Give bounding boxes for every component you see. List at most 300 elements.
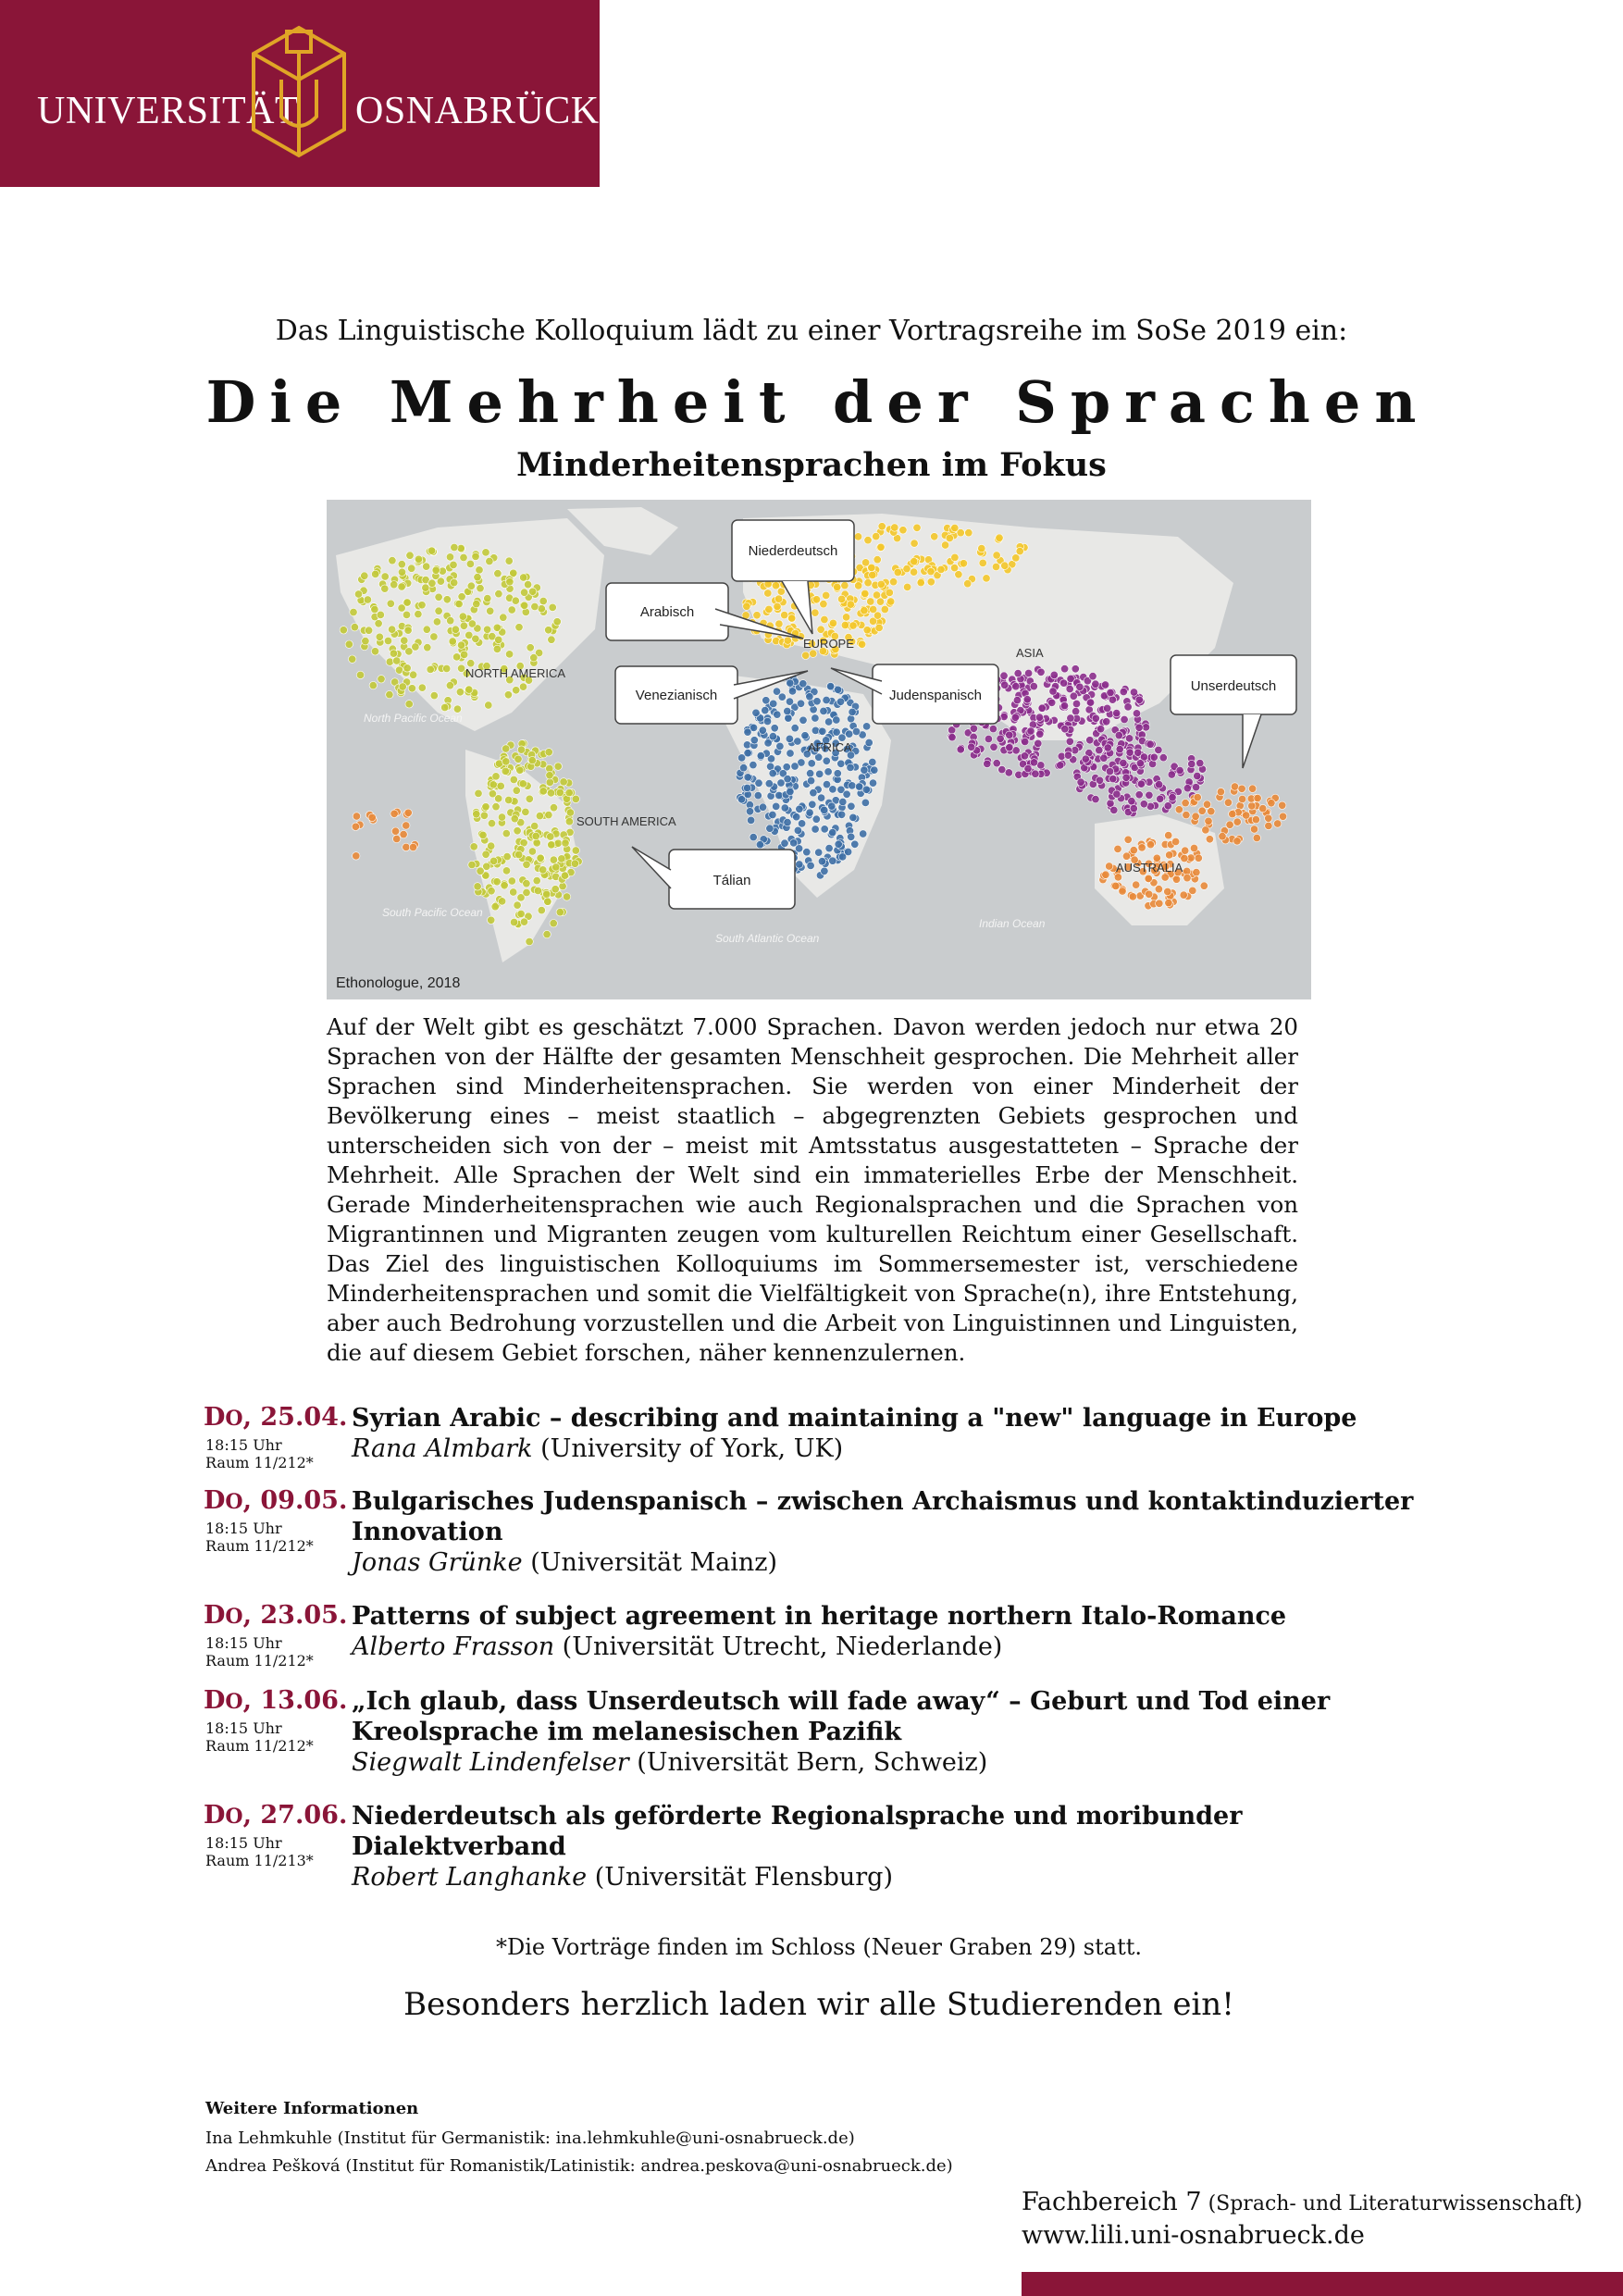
language-dot xyxy=(543,930,551,937)
language-dot xyxy=(812,609,819,616)
language-dot xyxy=(559,882,566,889)
language-dot xyxy=(372,570,379,577)
language-dot xyxy=(423,563,430,570)
language-dot xyxy=(550,804,557,812)
language-dot xyxy=(1122,852,1130,860)
map-label-australia: AUSTRALIA xyxy=(1116,861,1183,875)
language-dot xyxy=(1274,820,1282,827)
language-dot xyxy=(1037,668,1045,676)
language-dot xyxy=(523,888,530,896)
language-dot xyxy=(554,763,562,770)
language-dot xyxy=(848,802,855,810)
language-dot xyxy=(821,615,828,623)
language-dot xyxy=(764,739,772,747)
language-dot xyxy=(1146,791,1153,799)
language-dot xyxy=(810,789,817,797)
language-dot xyxy=(801,732,809,739)
language-dot xyxy=(743,602,750,610)
talk-date: DO, 25.04. xyxy=(204,1403,348,1432)
language-dot xyxy=(812,815,820,823)
language-dot xyxy=(931,533,938,540)
language-dot xyxy=(460,651,467,658)
callout-unserdeutsch xyxy=(1171,655,1296,768)
language-dot xyxy=(1128,798,1135,805)
language-dot xyxy=(428,579,436,587)
language-dot xyxy=(993,760,1000,767)
language-dot xyxy=(430,691,438,699)
language-dot xyxy=(505,651,513,658)
language-dot xyxy=(1072,665,1079,673)
talk-room: Raum 11/212* xyxy=(205,1537,314,1555)
language-dot xyxy=(544,898,551,905)
website-link[interactable]: www.lili.uni-osnabrueck.de xyxy=(1022,2221,1365,2250)
language-dot xyxy=(539,597,547,604)
language-dot xyxy=(1049,688,1057,695)
language-dot xyxy=(781,804,788,812)
language-dot xyxy=(522,808,529,815)
language-dot xyxy=(869,758,876,765)
language-dot xyxy=(1106,767,1113,775)
language-dot xyxy=(527,644,534,652)
language-dot xyxy=(1146,840,1154,848)
language-dot xyxy=(353,852,360,860)
language-dot xyxy=(424,644,431,652)
language-dot xyxy=(477,867,484,875)
language-dot xyxy=(781,611,788,618)
language-dot xyxy=(864,537,872,544)
language-dot xyxy=(849,622,857,629)
language-dot xyxy=(1182,847,1189,854)
language-dot xyxy=(423,626,430,633)
language-dot xyxy=(1165,899,1172,906)
language-dot xyxy=(1135,724,1143,731)
language-dot xyxy=(788,614,796,622)
language-dot xyxy=(1103,718,1110,726)
university-emblem-icon xyxy=(248,24,350,159)
language-dot xyxy=(823,696,830,703)
contact-line: Ina Lehmkuhle (Institut für Germanistik: ina.lehmkuhle@uni-osnabrueck.de) xyxy=(205,2128,855,2148)
language-dot xyxy=(763,717,771,725)
language-dot xyxy=(1032,770,1039,777)
language-dot xyxy=(494,570,502,577)
language-dot xyxy=(393,657,401,664)
language-dot xyxy=(775,791,783,799)
language-dot xyxy=(514,755,522,763)
language-dot xyxy=(519,683,527,690)
language-dot xyxy=(473,811,480,818)
language-dot xyxy=(474,883,481,890)
language-dot xyxy=(870,605,877,613)
language-dot xyxy=(773,802,780,810)
language-dot xyxy=(1048,699,1056,706)
talk-speaker: Alberto Frasson (Universität Utrecht, Niederlande) xyxy=(352,1632,1003,1661)
language-dot xyxy=(996,534,1003,541)
language-dot xyxy=(1072,700,1080,707)
language-dot xyxy=(846,730,853,738)
language-dot xyxy=(1107,689,1114,696)
language-dot xyxy=(350,608,357,615)
language-dot xyxy=(502,829,510,837)
language-dot xyxy=(1060,665,1068,673)
language-dot xyxy=(765,780,773,788)
talk-speaker: Siegwalt Lindenfelser (Universität Bern, Schweiz) xyxy=(352,1748,988,1777)
talk-date: DO, 13.06. xyxy=(204,1686,348,1715)
language-dot xyxy=(547,789,554,797)
language-dot xyxy=(528,756,536,763)
language-dot xyxy=(1133,881,1140,888)
language-dot xyxy=(405,701,413,708)
language-dot xyxy=(848,833,855,840)
language-dot xyxy=(548,636,555,643)
language-dot xyxy=(965,529,973,537)
language-dot xyxy=(375,620,382,627)
map-label-south-atlantic: South Atlantic Ocean xyxy=(715,932,820,945)
language-dot xyxy=(381,573,389,580)
language-dot xyxy=(477,585,484,592)
language-dot xyxy=(516,766,524,774)
svg-text:Venezianisch: Venezianisch xyxy=(635,688,718,703)
language-dot xyxy=(823,591,830,599)
language-dot xyxy=(565,788,573,796)
language-dot xyxy=(547,833,554,840)
svg-text:Judenspanisch: Judenspanisch xyxy=(888,688,983,703)
language-dot xyxy=(820,707,827,714)
language-dot xyxy=(1086,699,1094,706)
map-label-north-america: NORTH AMERICA xyxy=(465,666,566,680)
language-dot xyxy=(950,564,958,571)
language-dot xyxy=(466,560,474,567)
language-dot xyxy=(390,810,398,817)
language-dot xyxy=(759,803,766,811)
footer-band xyxy=(1022,2272,1623,2296)
language-dot xyxy=(983,575,990,582)
language-dot xyxy=(528,588,536,595)
language-dot xyxy=(1113,790,1121,798)
language-dot xyxy=(492,803,500,811)
language-dot xyxy=(823,780,830,788)
language-dot xyxy=(1016,547,1023,554)
language-dot xyxy=(422,584,429,591)
language-dot xyxy=(1195,854,1202,862)
language-dot xyxy=(1155,886,1162,893)
language-dot xyxy=(1035,714,1043,721)
language-dot xyxy=(563,893,570,900)
language-dot xyxy=(754,791,762,799)
language-dot xyxy=(1164,887,1171,895)
language-dot xyxy=(847,763,854,771)
language-dot xyxy=(435,607,442,614)
language-dot xyxy=(510,776,517,783)
language-dot xyxy=(418,684,426,691)
language-dot xyxy=(774,711,781,718)
language-dot xyxy=(566,809,574,816)
language-dot xyxy=(513,787,520,794)
language-dot xyxy=(1070,692,1077,700)
language-dot xyxy=(1130,689,1137,696)
language-dot xyxy=(550,856,557,863)
language-dot xyxy=(526,937,533,945)
language-dot xyxy=(833,728,840,736)
talk-time: 18:15 Uhr xyxy=(205,1634,282,1652)
language-dot xyxy=(487,607,494,614)
language-dot xyxy=(364,596,371,603)
language-dot xyxy=(340,627,347,634)
language-dot xyxy=(824,718,832,726)
language-dot xyxy=(389,557,396,565)
language-dot xyxy=(1066,685,1073,692)
language-dot xyxy=(1103,704,1110,712)
language-dot xyxy=(903,583,911,590)
language-dot xyxy=(821,825,828,833)
language-dot xyxy=(562,839,569,847)
language-dot xyxy=(433,618,440,626)
language-dot xyxy=(558,855,565,863)
language-dot xyxy=(531,602,539,610)
map-label-africa: AFRICA xyxy=(808,740,852,754)
language-dot xyxy=(354,590,362,598)
language-dot xyxy=(878,523,886,530)
language-dot xyxy=(1092,680,1099,688)
language-dot xyxy=(480,812,488,819)
language-dot xyxy=(1130,847,1137,854)
language-dot xyxy=(1116,745,1123,752)
language-dot xyxy=(532,832,539,839)
language-dot xyxy=(794,826,801,834)
language-dot xyxy=(545,627,552,634)
language-dot xyxy=(1110,806,1118,813)
language-dot xyxy=(785,714,792,722)
language-dot xyxy=(1125,735,1133,742)
language-dot xyxy=(829,828,836,836)
language-dot xyxy=(798,820,805,827)
language-dot xyxy=(1129,893,1136,900)
language-dot xyxy=(838,853,846,861)
language-dot xyxy=(488,887,495,895)
language-dot xyxy=(968,743,975,751)
language-dot xyxy=(1157,795,1164,802)
language-dot xyxy=(752,709,760,716)
language-dot xyxy=(1059,679,1067,687)
language-dot xyxy=(405,648,413,655)
language-dot xyxy=(771,725,778,732)
language-dot xyxy=(744,774,751,781)
language-dot xyxy=(381,585,389,592)
language-dot xyxy=(1115,731,1122,738)
language-dot xyxy=(1175,806,1183,813)
language-dot xyxy=(508,877,515,885)
language-dot xyxy=(861,799,869,806)
language-dot xyxy=(1086,737,1094,744)
language-dot xyxy=(849,813,857,821)
language-dot xyxy=(524,580,531,588)
language-dot xyxy=(820,601,827,608)
language-dot xyxy=(1036,730,1044,738)
language-dot xyxy=(353,813,360,820)
language-dot xyxy=(877,580,885,588)
language-dot xyxy=(776,742,784,750)
language-dot xyxy=(553,618,561,626)
language-dot xyxy=(875,624,883,631)
language-dot xyxy=(517,746,525,753)
language-dot xyxy=(812,825,819,833)
language-dot xyxy=(457,641,465,649)
language-dot xyxy=(747,816,754,824)
language-dot xyxy=(403,843,410,850)
language-dot xyxy=(1057,762,1064,769)
language-dot xyxy=(1038,704,1046,712)
language-dot xyxy=(841,581,849,589)
language-dot xyxy=(482,850,489,858)
language-dot xyxy=(864,579,872,587)
language-dot xyxy=(468,620,476,627)
language-dot xyxy=(1064,751,1072,759)
language-dot xyxy=(460,553,467,561)
language-dot xyxy=(889,578,897,586)
language-dot xyxy=(493,624,501,631)
talk-title: Patterns of subject agreement in heritage northern Italo-Romance xyxy=(352,1602,1287,1631)
language-dot xyxy=(913,524,921,531)
language-dot xyxy=(795,845,802,852)
language-dot xyxy=(1254,794,1261,801)
language-dot xyxy=(415,610,422,617)
language-dot xyxy=(1164,802,1171,810)
language-dot xyxy=(861,607,868,614)
language-dot xyxy=(1060,701,1068,709)
language-dot xyxy=(841,621,849,628)
language-dot xyxy=(1001,681,1009,689)
language-dot xyxy=(1027,727,1035,735)
language-dot xyxy=(520,589,527,596)
language-dot xyxy=(796,805,803,813)
language-dot xyxy=(552,863,560,871)
language-dot xyxy=(399,683,406,690)
language-dot xyxy=(793,813,800,821)
language-dot xyxy=(520,574,527,581)
language-dot xyxy=(1102,871,1109,878)
language-dot xyxy=(821,867,828,875)
language-dot xyxy=(757,751,764,759)
language-dot xyxy=(899,527,907,534)
language-dot xyxy=(502,767,509,775)
talk-title: Bulgarisches Judenspanisch – zwischen Archaismus und kontaktinduzierter Innovation xyxy=(352,1487,1414,1546)
language-dot xyxy=(1012,554,1020,562)
language-dot xyxy=(513,687,520,694)
language-dot xyxy=(917,578,924,586)
language-dot xyxy=(1072,708,1079,715)
language-dot xyxy=(1135,791,1143,799)
language-dot xyxy=(515,624,523,631)
language-dot xyxy=(479,831,487,838)
language-dot xyxy=(470,843,477,850)
language-dot xyxy=(1243,812,1250,819)
language-dot xyxy=(500,614,507,621)
department-line: Fachbereich 7 (Sprach- und Literaturwissenschaft) xyxy=(1022,2188,1583,2216)
language-dot xyxy=(839,798,847,805)
language-dot xyxy=(765,605,773,613)
language-dot xyxy=(834,686,841,693)
language-dot xyxy=(530,654,538,662)
language-dot xyxy=(791,763,799,770)
language-dot xyxy=(515,850,523,858)
language-dot xyxy=(863,627,871,634)
map-label-indian-ocean: Indian Ocean xyxy=(979,917,1046,930)
language-dot xyxy=(803,849,811,856)
language-dot xyxy=(737,796,745,803)
language-dot xyxy=(551,886,559,893)
language-dot xyxy=(1067,714,1074,722)
language-dot xyxy=(482,803,489,811)
language-dot xyxy=(504,691,512,699)
language-dot xyxy=(766,825,774,832)
language-dot xyxy=(452,653,460,661)
language-dot xyxy=(378,676,385,683)
language-dot xyxy=(806,770,813,777)
language-dot xyxy=(539,866,547,874)
language-dot xyxy=(536,812,543,819)
language-dot xyxy=(1077,778,1084,786)
world-language-map xyxy=(327,500,1311,999)
language-dot xyxy=(1193,868,1200,875)
language-dot xyxy=(1169,794,1176,801)
language-dot xyxy=(990,743,997,751)
language-dot xyxy=(447,617,454,625)
language-dot xyxy=(985,735,992,742)
language-dot xyxy=(467,582,475,590)
language-dot xyxy=(887,598,895,605)
language-dot xyxy=(510,569,517,577)
language-dot xyxy=(538,605,545,613)
language-dot xyxy=(449,638,456,645)
language-dot xyxy=(1030,682,1037,689)
language-dot xyxy=(1133,710,1140,717)
language-dot xyxy=(851,840,859,848)
talk-speaker: Rana Almbark (University of York, UK) xyxy=(352,1434,844,1463)
language-dot xyxy=(345,640,353,648)
language-dot xyxy=(828,802,836,810)
language-dot xyxy=(391,827,399,835)
language-dot xyxy=(503,852,511,860)
language-dot xyxy=(834,583,841,590)
language-dot xyxy=(403,664,411,672)
language-dot xyxy=(787,750,794,757)
language-dot xyxy=(506,578,514,586)
language-dot xyxy=(388,626,395,633)
language-dot xyxy=(1012,683,1020,690)
language-dot xyxy=(862,786,870,793)
language-dot xyxy=(891,524,898,531)
language-dot xyxy=(543,890,551,898)
language-dot xyxy=(398,583,405,590)
language-dot xyxy=(571,860,578,867)
language-dot xyxy=(769,733,776,740)
language-dot xyxy=(451,578,458,586)
language-dot xyxy=(1150,753,1158,761)
language-dot xyxy=(1198,807,1206,814)
language-dot xyxy=(1202,826,1209,834)
talk-speaker: Robert Langhanke (Universität Flensburg) xyxy=(352,1863,894,1892)
language-dot xyxy=(1145,875,1152,882)
language-dot xyxy=(435,593,442,601)
language-dot xyxy=(514,901,521,909)
language-dot xyxy=(854,533,861,540)
language-dot xyxy=(1114,845,1121,852)
language-dot xyxy=(488,842,495,850)
language-dot xyxy=(401,637,408,644)
talk-time: 18:15 Uhr xyxy=(205,1436,282,1454)
language-dot xyxy=(502,867,510,875)
language-dot xyxy=(468,861,476,868)
language-dot xyxy=(403,611,410,618)
